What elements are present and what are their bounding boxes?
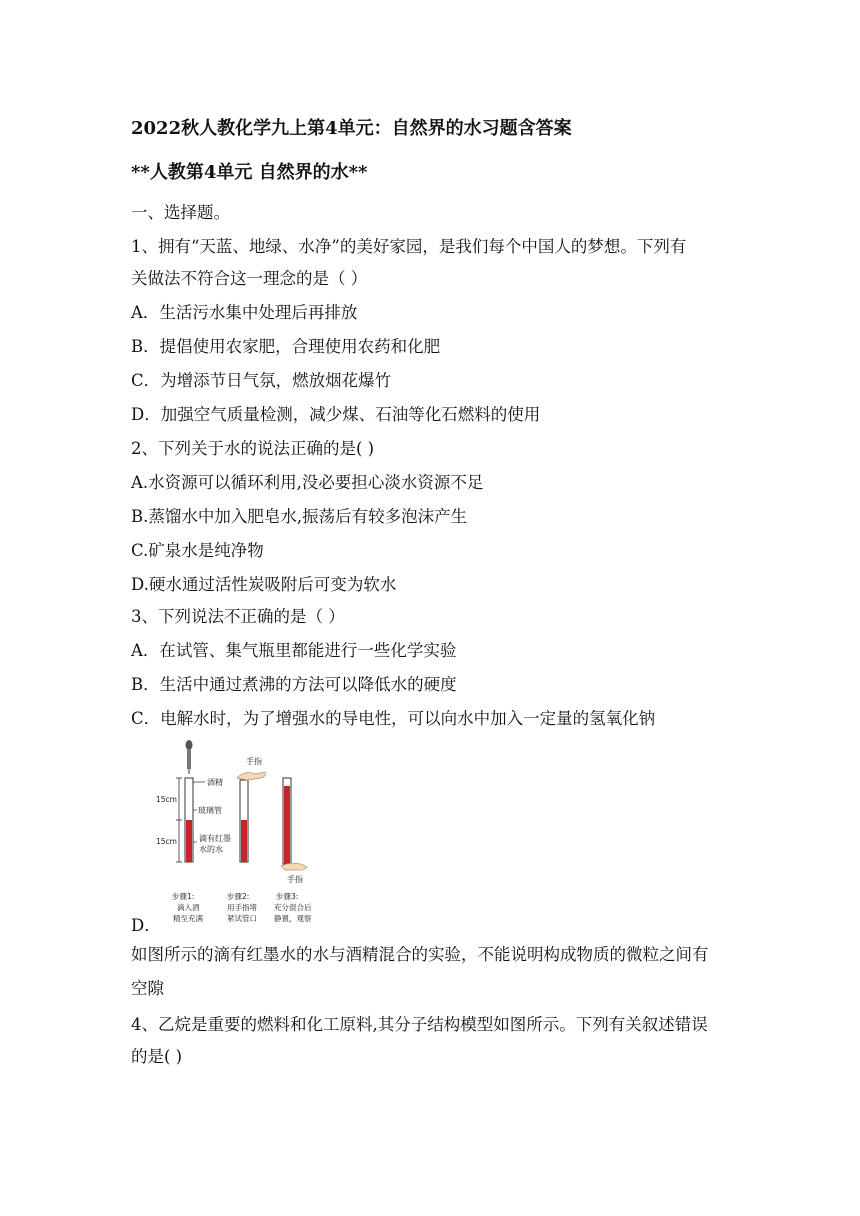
red-water-label-1: 滴有红墨 bbox=[199, 834, 231, 843]
q4-stem-line1: 4、乙烷是重要的燃料和化工原料,其分子结构模型如图所示。下列有关叙述错误 bbox=[131, 1015, 708, 1034]
step1-caption-2: 滴入酒 bbox=[177, 903, 200, 912]
step2-caption-2: 用手指堵 bbox=[227, 903, 257, 912]
doc-title: 2022秋人教化学九上第4单元：自然界的水习题含答案 bbox=[131, 118, 572, 139]
alcohol-label: 酒精 bbox=[207, 778, 223, 787]
q3-option-d-label: D． bbox=[131, 916, 161, 935]
q1-stem-line1: 1、拥有“天蓝、地绿、水净”的美好家园，是我们每个中国人的梦想。下列有 bbox=[131, 237, 687, 256]
tube-step2 bbox=[240, 780, 248, 862]
red-water-label-2: 水的水 bbox=[199, 845, 223, 854]
finger-top-icon bbox=[237, 772, 266, 780]
q2-stem: 2、下列关于水的说法正确的是( ) bbox=[131, 439, 375, 458]
step3-caption-1: 步骤3: bbox=[276, 892, 299, 901]
tube-step1 bbox=[185, 778, 193, 862]
q3-stem: 3、下列说法不正确的是（ ） bbox=[131, 607, 345, 626]
len-label-1: 15cm bbox=[156, 795, 177, 804]
step3-caption-3: 静置，观察 bbox=[274, 914, 312, 923]
glass-tube-label: 玻璃管 bbox=[198, 806, 222, 815]
finger-bottom-label: 手指 bbox=[287, 875, 303, 884]
len-label-2: 15cm bbox=[156, 837, 177, 846]
finger-bottom-icon bbox=[281, 863, 307, 870]
step3-caption-2: 充分混合后 bbox=[274, 903, 312, 912]
q2-option-d: D.硬水通过活性炭吸附后可变为软水 bbox=[131, 575, 397, 594]
q1-option-c: C．为增添节日气氛，燃放烟花爆竹 bbox=[131, 371, 392, 390]
q1-option-d: D．加强空气质量检测，减少煤、石油等化石燃料的使用 bbox=[131, 405, 541, 424]
step1-caption-3: 精至充满 bbox=[173, 914, 203, 923]
q1-stem-line2: 关做法不符合这一理念的是（ ） bbox=[131, 269, 368, 288]
q3-option-c: C．电解水时，为了增强水的导电性，可以向水中加入一定量的氢氧化钠 bbox=[131, 709, 656, 728]
q1-option-a: A．生活污水集中处理后再排放 bbox=[131, 303, 358, 322]
step2-caption-3: 紧试管口 bbox=[227, 914, 257, 923]
tube3-red-water bbox=[284, 786, 290, 864]
section-heading: 一、选择题。 bbox=[131, 203, 230, 222]
dropper-icon bbox=[186, 740, 193, 774]
length-marks bbox=[176, 778, 182, 862]
q3-option-d-text-line2: 空隙 bbox=[131, 979, 164, 998]
finger-top-label: 手指 bbox=[246, 757, 262, 766]
q2-option-c: C.矿泉水是纯净物 bbox=[131, 541, 264, 560]
q2-option-a: A.水资源可以循环利用,没必要担心淡水资源不足 bbox=[131, 473, 484, 492]
doc-subtitle: **人教第4单元 自然界的水** bbox=[131, 162, 368, 183]
experiment-diagram bbox=[155, 738, 335, 934]
tube2-red-water bbox=[241, 820, 247, 862]
experiment-figure bbox=[155, 738, 335, 934]
q4-stem-line2: 的是( ) bbox=[131, 1047, 183, 1066]
q1-option-b: B．提倡使用农家肥，合理使用农药和化肥 bbox=[131, 337, 441, 356]
q3-option-a: A．在试管、集气瓶里都能进行一些化学实验 bbox=[131, 641, 457, 660]
step2-caption-1: 步骤2: bbox=[227, 892, 250, 901]
step1-caption-1: 步骤1: bbox=[172, 892, 195, 901]
q2-option-b: B.蒸馏水中加入肥皂水,振荡后有较多泡沫产生 bbox=[131, 507, 468, 526]
tube1-red-water bbox=[186, 820, 192, 862]
q3-option-b: B．生活中通过煮沸的方法可以降低水的硬度 bbox=[131, 675, 457, 694]
tube-step3 bbox=[283, 778, 291, 864]
q3-option-d-text-line1: 如图所示的滴有红墨水的水与酒精混合的实验，不能说明构成物质的微粒之间有 bbox=[131, 945, 709, 964]
